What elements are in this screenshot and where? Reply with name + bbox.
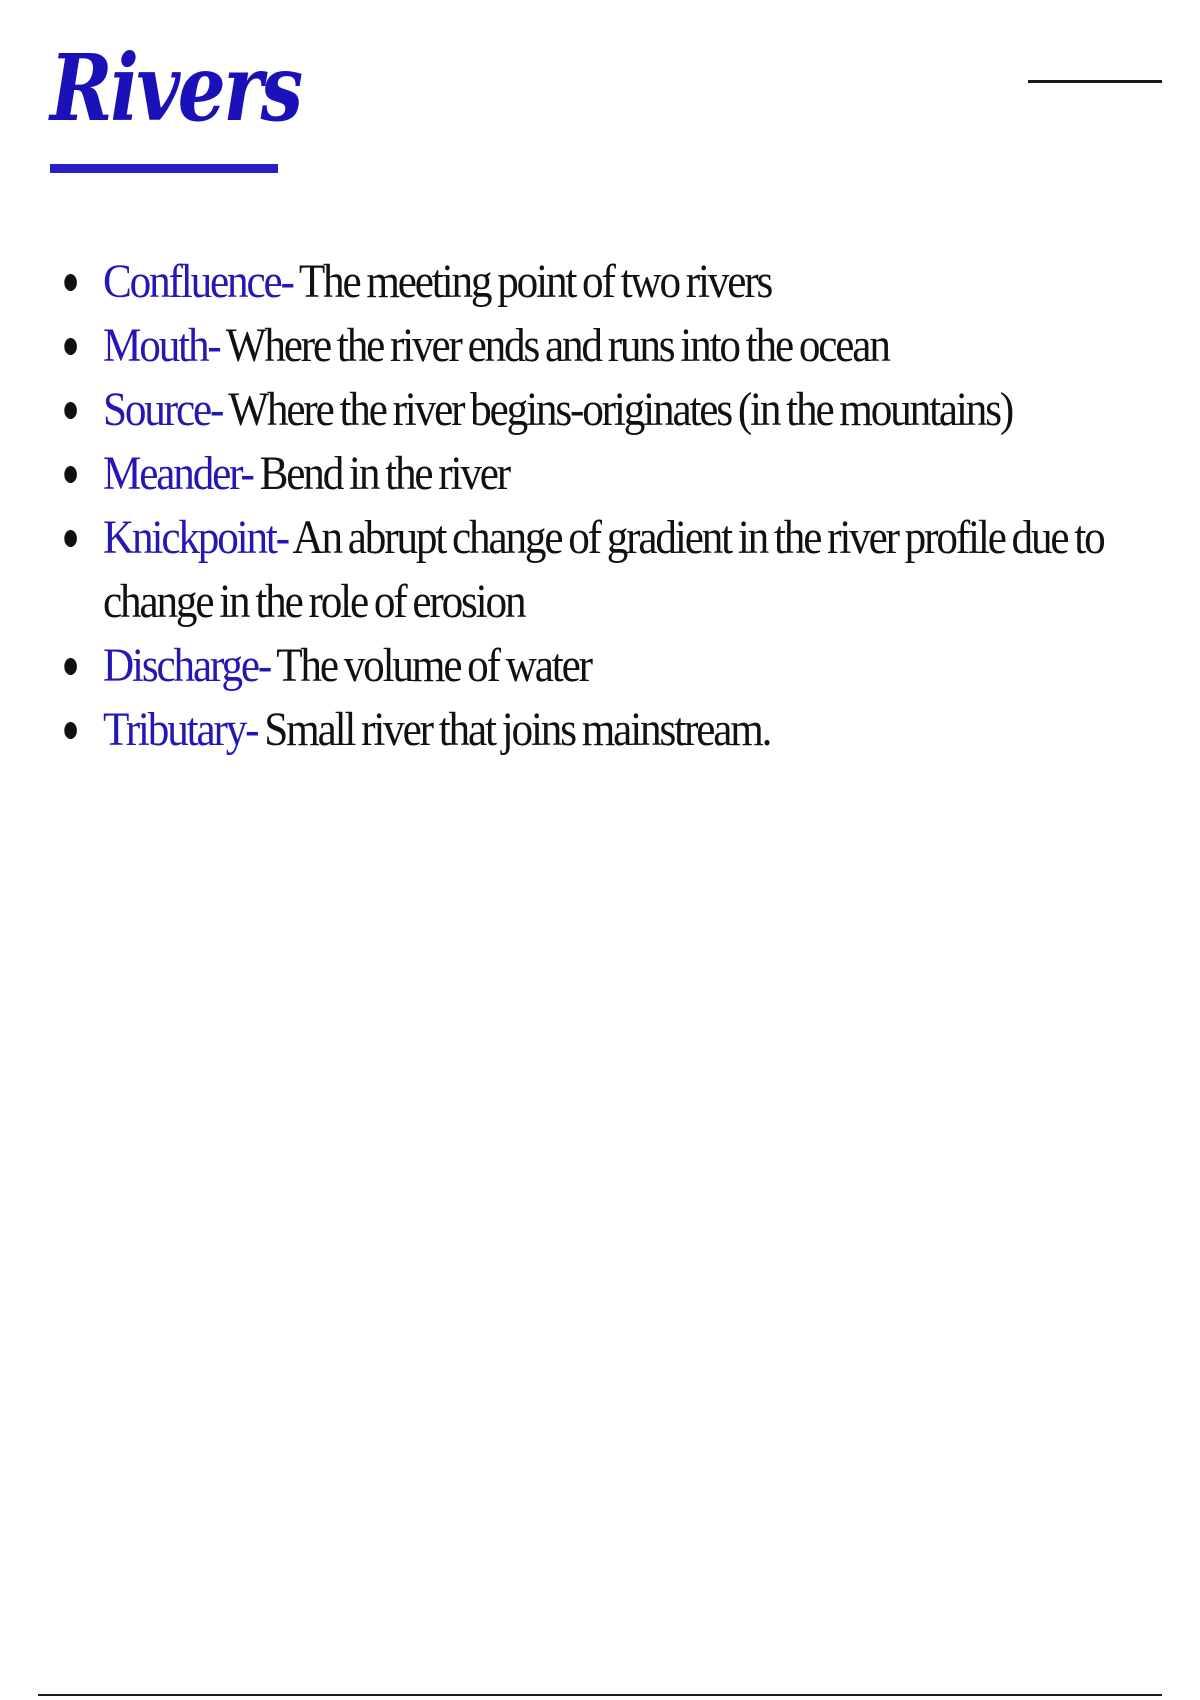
bullet-icon	[64, 402, 77, 419]
term-label: Discharge-	[103, 639, 271, 692]
term-label: Knickpoint-	[103, 511, 289, 564]
list-item	[58, 698, 1120, 762]
list-item	[58, 250, 1120, 314]
term-label: Mouth-	[103, 319, 220, 372]
term-definition: The volume of water	[270, 639, 591, 692]
bullet-icon	[64, 530, 77, 547]
list-item	[58, 442, 1120, 506]
term-definition: Small river that joins mainstream.	[257, 703, 771, 756]
list-item	[58, 634, 1120, 698]
list-item	[58, 378, 1120, 442]
term-label: Tributary-	[103, 703, 258, 756]
term-label: Confluence-	[103, 255, 293, 308]
terms-list	[58, 250, 1108, 762]
term-definition: Bend in the river	[252, 447, 510, 500]
bullet-icon	[64, 466, 77, 483]
term-definition: Where the river begins-originates (in the mountains)	[222, 383, 1013, 436]
title-underline	[50, 164, 278, 173]
term-definition: An abrupt change of gradient in the river profile due to change in the role of erosion	[103, 511, 1104, 628]
bullet-icon	[64, 722, 77, 739]
bullet-icon	[64, 658, 77, 675]
term-label: Meander-	[103, 447, 253, 500]
list-item	[58, 506, 1120, 634]
term-definition: The meeting point of two rivers	[292, 255, 772, 308]
bullet-icon	[64, 338, 77, 355]
header-rule	[1028, 80, 1162, 83]
term-definition: Where the river ends and runs into the ocean	[219, 319, 889, 372]
term-label: Source-	[103, 383, 223, 436]
footer-rule	[38, 1694, 1162, 1696]
list-item	[58, 314, 1120, 378]
bullet-icon	[64, 274, 77, 291]
page-title: Rivers	[50, 34, 301, 142]
